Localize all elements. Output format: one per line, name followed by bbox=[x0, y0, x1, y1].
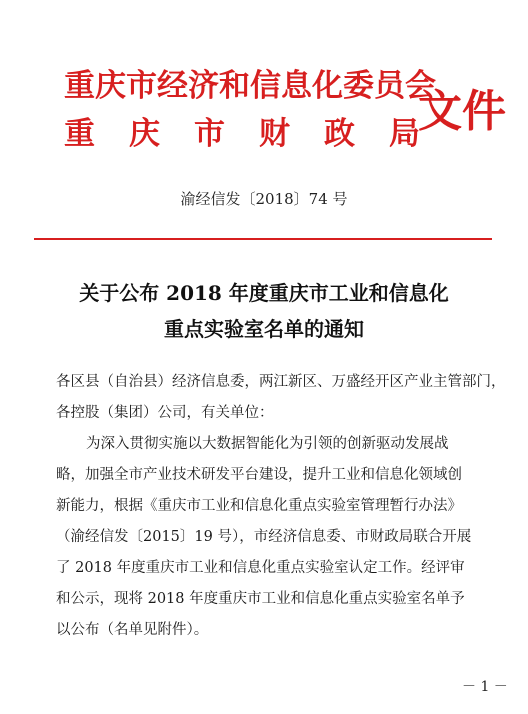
issuer-name-line2: 重庆市财政局 bbox=[64, 116, 454, 152]
paragraph-line: 新能力，根据《重庆市工业和信息化重点实验室管理暂行办法》 bbox=[56, 498, 462, 514]
red-divider bbox=[34, 238, 492, 240]
addressee-line1: 各区县（自治县）经济信息委，两江新区、万盛经开区产业主管部门， bbox=[56, 374, 506, 390]
issuer-name-line1: 重庆市经济和信息化委员会 bbox=[64, 68, 436, 104]
paragraph-line: （渝经信发〔2015〕19 号），市经济信息委、市财政局联合开展 bbox=[56, 529, 472, 545]
paragraph-line: 了 2018 年度重庆市工业和信息化重点实验室认定工作。经评审 bbox=[56, 560, 465, 576]
title-line2: 重点实验室名单的通知 bbox=[164, 317, 364, 341]
addressee-line2: 各控股（集团）公司，有关单位： bbox=[56, 405, 274, 421]
paragraph-line: 略，加强全市产业技术研发平台建设，提升工业和信息化领域创 bbox=[56, 467, 462, 483]
page-number: － 1 － bbox=[462, 679, 508, 695]
document-number: 渝经信发〔2018〕74 号 bbox=[180, 190, 348, 208]
title-line1: 关于公布 2018 年度重庆市工业和信息化 bbox=[79, 281, 449, 305]
paragraph-line: 以公布（名单见附件）。 bbox=[56, 622, 209, 638]
paragraph-line: 为深入贯彻实施以大数据智能化为引领的创新驱动发展战 bbox=[86, 436, 449, 452]
document-type-label: 文件 bbox=[418, 86, 506, 137]
paragraph-line: 和公示，现将 2018 年度重庆市工业和信息化重点实验室名单予 bbox=[56, 591, 465, 607]
